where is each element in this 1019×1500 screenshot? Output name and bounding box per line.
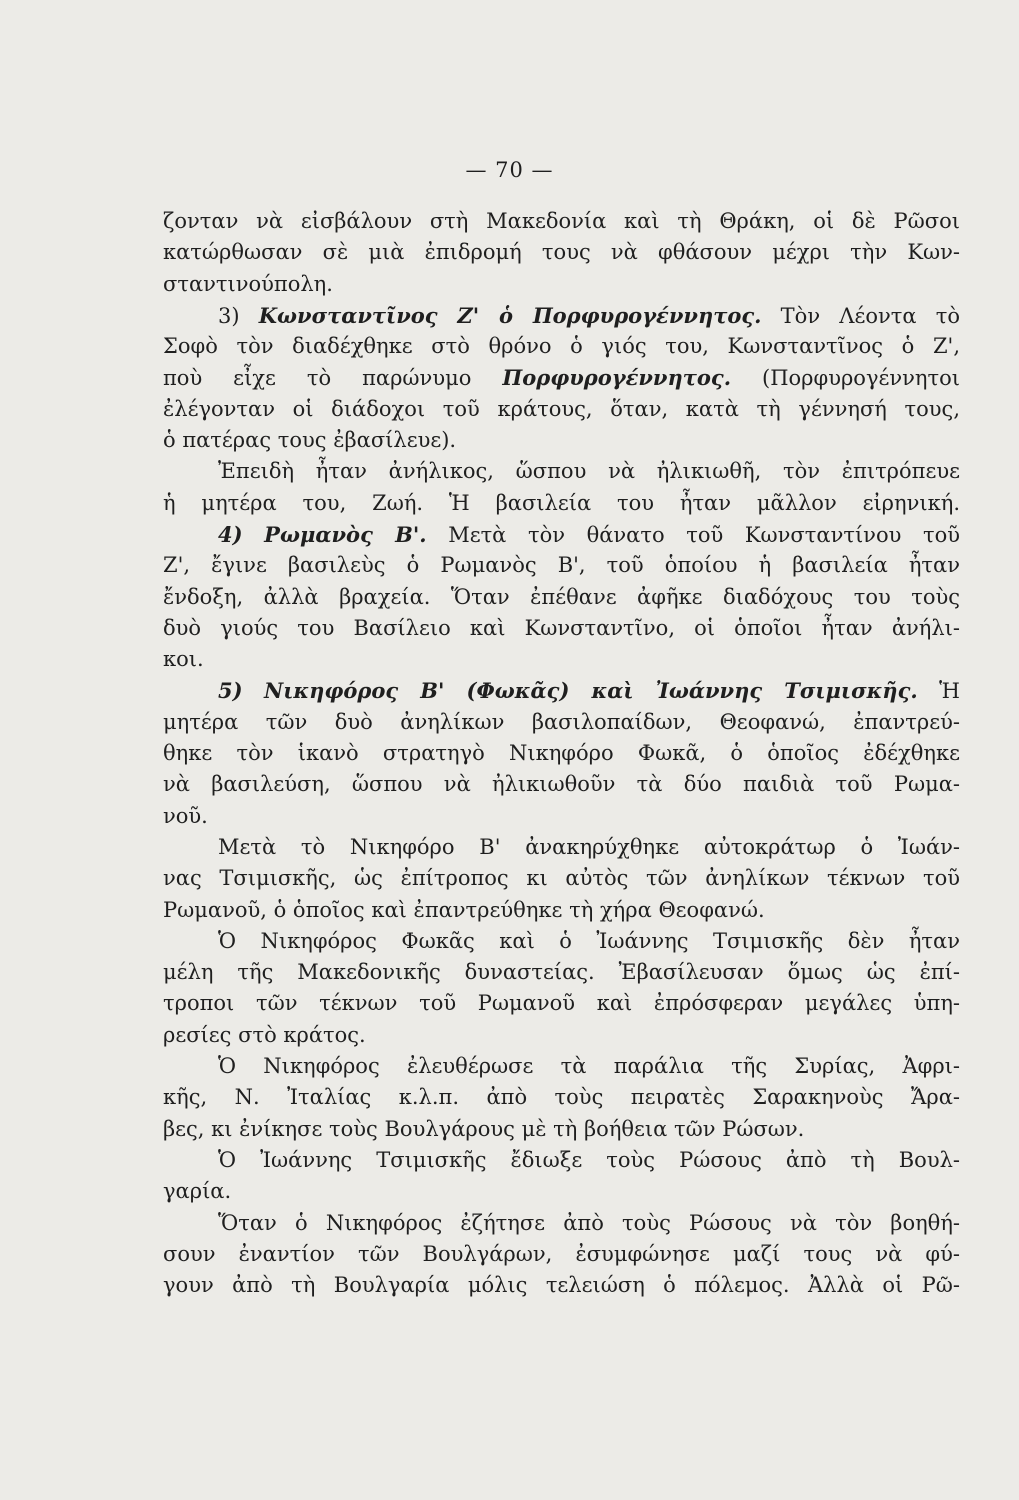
text-line: βες, κι ἐνίκησε τοὺς Βουλγάρους μὲ τὴ βοήθεια τῶν Ρώσων. <box>163 1116 805 1141</box>
text-line: κῆς, Ν. Ἰταλίας κ.λ.π. ἀπὸ τοὺς πειρατὲς Σαρακηνοὺς Ἄρα- <box>163 1085 960 1110</box>
text-line: ἡ μητέρα του, Ζωή. Ἡ βασιλεία του ἦταν μᾶλλον εἰρηνική. <box>163 490 960 515</box>
section-title: Νικηφόρος Β' (Φωκᾶς) καὶ Ἰωάννης Τσιμισκῆς. <box>264 678 918 704</box>
body-text <box>163 206 960 1301</box>
text-line: νοῦ. <box>163 803 208 828</box>
section-number: 3) <box>218 303 240 328</box>
text-line: νας Τσιμισκῆς, ὡς ἐπίτροπος κι αὐτὸς τῶν ἀνηλίκων τέκνων τοῦ <box>163 866 960 891</box>
text-line: Μετὰ τὸ Νικηφόρο Β' ἀνακηρύχθηκε αὐτοκράτωρ ὁ Ἰωάν- <box>218 834 960 859</box>
section-title: Κωνσταντῖνος Ζ' ὁ Πορφυρογέννητος. <box>258 302 762 328</box>
text-line: ρεσίες στὸ κράτος. <box>163 1022 366 1047</box>
text-fragment: Μετὰ τὸν θάνατο τοῦ Κωνσταντίνου τοῦ <box>448 522 960 547</box>
text-fragment: Ἡ <box>939 679 960 704</box>
section-number: 5) <box>218 678 243 704</box>
emphasized-term: Πορφυρογέννητος. <box>502 365 732 391</box>
text-line <box>163 362 960 393</box>
section-number: 4) <box>218 521 243 547</box>
text-line: γαρία. <box>163 1179 232 1204</box>
section-heading-line <box>163 300 960 331</box>
section-heading-line <box>163 675 960 706</box>
text-line: σταντινούπολη. <box>163 271 333 296</box>
text-line: νὰ βασιλεύση, ὥσπου νὰ ἠλικιωθοῦν τὰ δύο παιδιὰ τοῦ Ρωμα- <box>163 772 960 797</box>
text-line: Ὁ Νικηφόρος ἐλευθέρωσε τὰ παράλια τῆς Συρίας, Ἀφρι- <box>218 1054 960 1079</box>
text-line: θηκε τὸν ἱκανὸ στρατηγὸ Νικηφόρο Φωκᾶ, ὁ ὁποῖος ἐδέχθηκε <box>163 741 960 766</box>
text-line: γουν ἀπὸ τὴ Βουλγαρία μόλις τελειώση ὁ πόλεμος. Ἀλλὰ οἱ Ρῶ- <box>163 1273 960 1298</box>
text-line: ζονταν νὰ εἰσβάλουν στὴ Μακεδονία καὶ τὴ Θράκη, οἱ δὲ Ρῶσοι <box>163 209 960 233</box>
text-line: σουν ἐναντίον τῶν Βουλγάρων, ἐσυμφώνησε μαζί τους νὰ φύ- <box>163 1241 960 1266</box>
text-line: δυὸ γιούς του Βασίλειο καὶ Κωνσταντῖνο, οἱ ὁποῖοι ἦταν ἀνήλι- <box>163 615 960 640</box>
text-line: ἔνδοξη, ἀλλὰ βραχεία. Ὅταν ἐπέθανε ἀφῆκε διαδόχους του τοὺς <box>163 584 960 609</box>
text-line: ἐλέγονταν οἱ διάδοχοι τοῦ κράτους, ὅταν, κατὰ τὴ γέννησή τους, <box>163 396 960 421</box>
text-line: Ζ', ἔγινε βασιλεὺς ὁ Ρωμανὸς Β', τοῦ ὁποίου ἡ βασιλεία ἦταν <box>163 553 960 578</box>
text-line: κοι. <box>163 647 204 672</box>
text-line: τροποι τῶν τέκνων τοῦ Ρωμανοῦ καὶ ἐπρόσφεραν μεγάλες ὑπη- <box>163 991 960 1016</box>
text-line: Ἐπειδὴ ἦταν ἀνήλικος, ὥσπου νὰ ἠλικιωθῆ, τὸν ἐπιτρόπευε <box>218 459 960 484</box>
text-line: Ρωμανοῦ, ὁ ὁποῖος καὶ ἐπαντρεύθηκε τὴ χήρα Θεοφανώ. <box>163 897 765 922</box>
section-heading-line <box>163 519 960 550</box>
text-line: ὁ πατέρας τους ἐβασίλευε). <box>163 428 457 453</box>
text-line: Σοφὸ τὸν διαδέχθηκε στὸ θρόνο ὁ γιός του, Κωνσταντῖνος ὁ Ζ', <box>163 334 960 359</box>
text-line: Ὁ Ἰωάννης Τσιμισκῆς ἔδιωξε τοὺς Ρώσους ἀπὸ τὴ Βουλ- <box>218 1147 960 1172</box>
page-number: — 70 — <box>465 158 554 182</box>
text-fragment: ποὺ εἶχε τὸ παρώνυμο <box>163 366 472 391</box>
text-line: κατώρθωσαν σὲ μιὰ ἐπιδρομή τους νὰ φθάσουν μέχρι τὴν Κων- <box>163 240 960 265</box>
text-line: μέλη τῆς Μακεδονικῆς δυναστείας. Ἐβασίλευσαν ὅμως ὡς ἐπί- <box>163 960 960 985</box>
text-line: μητέρα τῶν δυὸ ἀνηλίκων βασιλοπαίδων, Θεοφανώ, ἐπαντρεύ- <box>163 709 960 734</box>
text-line: Ὁ Νικηφόρος Φωκᾶς καὶ ὁ Ἰωάννης Τσιμισκῆς δὲν ἦταν <box>218 928 960 953</box>
text-fragment: Τὸν Λέοντα τὸ <box>780 303 960 328</box>
text-line: Ὅταν ὁ Νικηφόρος ἐζήτησε ἀπὸ τοὺς Ρώσους νὰ τὸν βοηθή- <box>218 1210 960 1235</box>
text-fragment: (Πορφυρογέννητοι <box>762 366 960 391</box>
section-title: Ρωμανὸς Β'. <box>264 521 427 547</box>
